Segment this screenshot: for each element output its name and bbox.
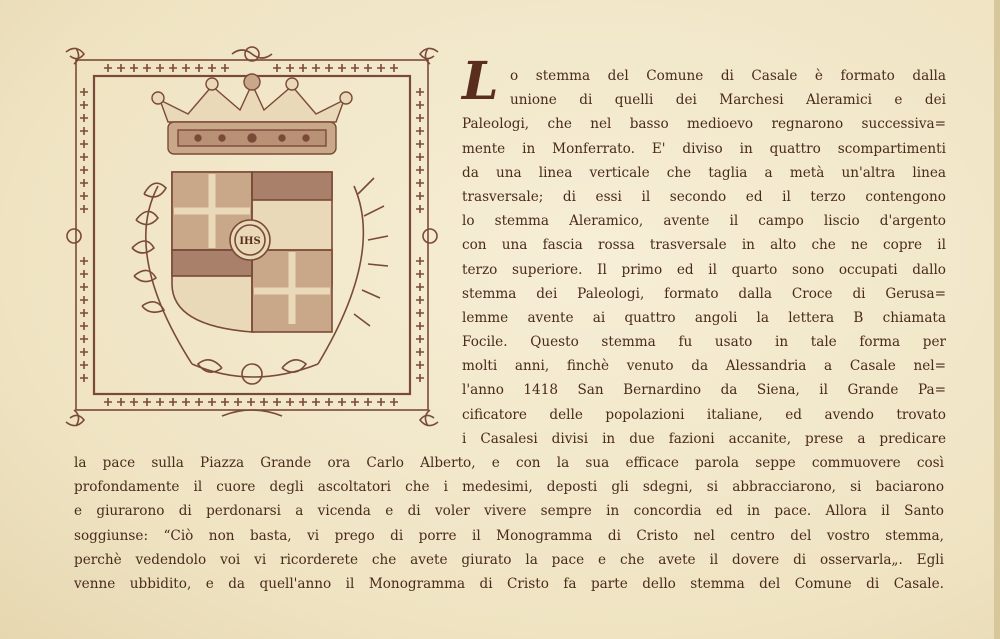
text-line: profondamente il cuore degli ascoltatori che i medesimi, deposti gli sdegni, si abbracciarono, si baciarono: [74, 479, 944, 496]
text-line: terzo superiore. Il primo ed il quarto sono occupati dallo: [462, 261, 946, 278]
text-line: mente in Monferrato. E' diviso in quattro scompartimenti: [462, 140, 946, 157]
text-line: unione di quelli dei Marchesi Aleramici e dei: [510, 92, 946, 109]
text-line: trasversale; di essi il secondo ed il terzo contengono: [462, 188, 946, 205]
crown-icon: [152, 74, 352, 154]
text-line: stemma dei Paleologi, formato dalla Croce di Gerusa=: [462, 285, 946, 302]
text-line: i Casalesi divisi in due fazioni accanite, prese a predicare: [462, 430, 946, 447]
text-line: molti anni, finchè venuto da Alessandria a Casale nel=: [462, 358, 946, 375]
shield-icon: [172, 172, 332, 332]
cross-row-bottom-icon: [104, 398, 398, 406]
cross-row-top-icon: [104, 64, 398, 72]
text-line: Paleologi, che nel basso medioevo regnarono successiva=: [462, 116, 946, 133]
text-line: lo stemma Aleramico, avente il campo liscio d'argento: [462, 213, 946, 230]
text-line: Focile. Questo stemma fu usato in tale forma per: [462, 334, 946, 351]
text-line: perchè vedendolo voi vi ricorderete che avete giurato la pace e che avete il dovere di osservarla„. Egli: [74, 551, 944, 568]
text-line: soggiunse: “Ciò non basta, vi prego di porre il Monogramma di Cristo nel centro del vostro stemma,: [74, 527, 944, 544]
drop-cap: L: [462, 51, 499, 112]
text-line: o stemma del Comune di Casale è formato dalla: [510, 68, 946, 84]
text-line: lemme avente ai quattro angoli la lettera B chiamata: [462, 309, 946, 326]
text-line: l'anno 1418 San Bernardino da Siena, il Grande Pa=: [462, 382, 946, 399]
text-line: con una fascia rossa trasversale in alto che ne copre il: [462, 237, 946, 254]
text-line: da una linea verticale che taglia a metà un'altra linea: [462, 164, 946, 181]
text-line: e giurarono di perdonarsi a vicenda e di voler vivere sempre in concordia ed in pace. Allora il Santo: [74, 503, 944, 520]
text-full-width: [74, 451, 944, 596]
monogram-label: IHS: [239, 236, 261, 247]
text-column-right: [462, 64, 946, 451]
text-line: la pace sulla Piazza Grande ora Carlo Alberto, e con la sua efficace parola seppe commuovere così: [74, 455, 944, 471]
coat-of-arms-frame: [62, 44, 442, 430]
text-line: cificatore delle popolazioni italiane, ed avendo trovato: [462, 406, 946, 423]
text-line: venne ubbidito, e da quell'anno il Monogramma di Cristo fa parte dello stemma del Comune di Casale.: [74, 575, 944, 592]
